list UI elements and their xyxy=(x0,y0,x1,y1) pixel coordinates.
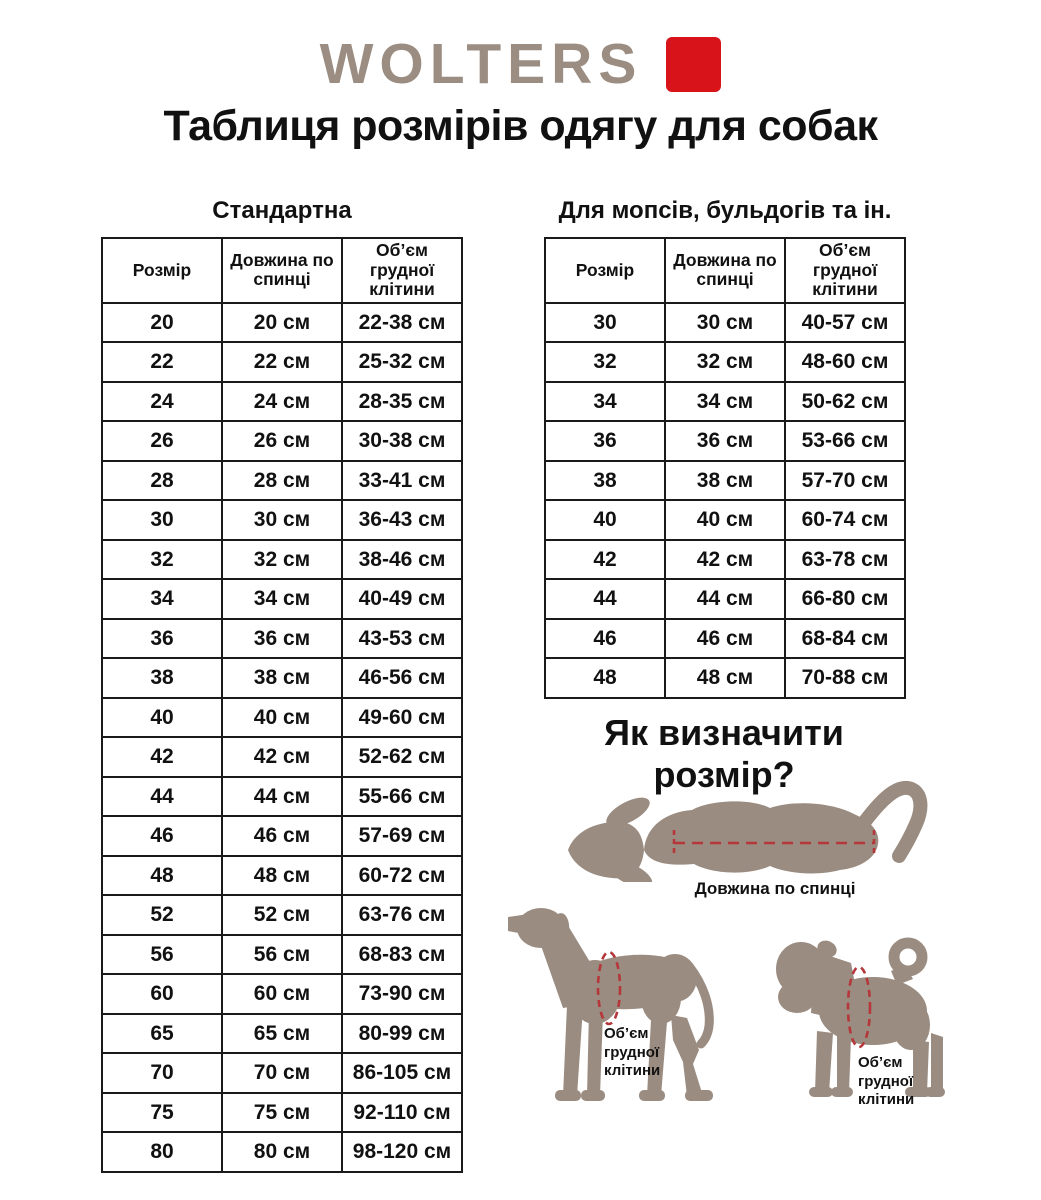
logo-red-square-icon xyxy=(666,37,721,92)
table-cell: 38 xyxy=(545,461,665,501)
dog-head-top-icon xyxy=(568,822,644,879)
table-cell: 34 xyxy=(102,579,222,619)
table-cell: 80 xyxy=(102,1132,222,1172)
table-cell: 42 xyxy=(102,737,222,777)
table-cell: 22 xyxy=(102,342,222,382)
dog-paw-icon xyxy=(555,1090,581,1101)
table-cell: 63-78 см xyxy=(785,540,905,580)
table-cell: 36 см xyxy=(222,619,342,659)
table-cell: 30 xyxy=(545,303,665,343)
logo xyxy=(0,32,1041,96)
table-cell: 66-80 см xyxy=(785,579,905,619)
table-row xyxy=(102,1014,462,1054)
table-cell: 53-66 см xyxy=(785,421,905,461)
table-cell: 30-38 см xyxy=(342,421,462,461)
dog-paw-icon xyxy=(809,1087,833,1097)
table-cell: 30 см xyxy=(665,303,785,343)
chest-volume-label xyxy=(858,1054,914,1110)
table-row xyxy=(102,1093,462,1133)
table-cell: 24 xyxy=(102,382,222,422)
table-cell: 25-32 см xyxy=(342,342,462,382)
table-row xyxy=(545,658,905,698)
table-cell: 42 xyxy=(545,540,665,580)
dog-hind-leg-icon xyxy=(913,1040,929,1093)
table-cell: 36 см xyxy=(665,421,785,461)
table-cell: 73-90 см xyxy=(342,974,462,1014)
page-title: Таблиця розмірів одягу для собак xyxy=(163,102,878,150)
table-cell: 68-83 см xyxy=(342,935,462,975)
dog-front-leg-icon xyxy=(587,1010,603,1096)
header-row xyxy=(545,238,905,303)
column-header: Об’єм грудної клітини xyxy=(785,238,905,303)
table-cell: 26 xyxy=(102,421,222,461)
column-header: Довжина по спинці xyxy=(665,238,785,303)
table-row xyxy=(545,382,905,422)
table-cell: 44 см xyxy=(665,579,785,619)
table-cell: 50-62 см xyxy=(785,382,905,422)
table-row xyxy=(102,579,462,619)
table-cell: 52 xyxy=(102,895,222,935)
table-cell: 46 xyxy=(102,816,222,856)
table-cell: 52 см xyxy=(222,895,342,935)
table-cell: 57-69 см xyxy=(342,816,462,856)
table-cell: 48 xyxy=(545,658,665,698)
chest-volume-label xyxy=(604,1025,660,1081)
dog-top-view-illustration xyxy=(560,762,932,882)
column-header: Довжина по спинці xyxy=(222,238,342,303)
column-header: Об’єм грудної клітини xyxy=(342,238,462,303)
table-row xyxy=(102,816,462,856)
table-row xyxy=(545,342,905,382)
table-cell: 38 см xyxy=(665,461,785,501)
table-row xyxy=(102,1132,462,1172)
table-row xyxy=(102,540,462,580)
table-cell: 34 см xyxy=(665,382,785,422)
table-cell: 34 см xyxy=(222,579,342,619)
table-cell: 32 см xyxy=(665,342,785,382)
dog-paw-icon xyxy=(639,1090,665,1101)
table-cell: 22 см xyxy=(222,342,342,382)
table-cell: 32 xyxy=(102,540,222,580)
table-cell: 65 см xyxy=(222,1014,342,1054)
table-cell: 24 см xyxy=(222,382,342,422)
table-cell: 44 см xyxy=(222,777,342,817)
table-cell: 63-76 см xyxy=(342,895,462,935)
table-row xyxy=(102,461,462,501)
standard-size-table xyxy=(101,237,463,1173)
table-cell: 20 см xyxy=(222,303,342,343)
table-cell: 38 см xyxy=(222,658,342,698)
table-row xyxy=(102,658,462,698)
table-cell: 98-120 см xyxy=(342,1132,462,1172)
chest-label-line: грудної xyxy=(604,1043,660,1061)
table-cell: 44 xyxy=(545,579,665,619)
chest-label-line: грудної xyxy=(858,1072,914,1090)
dog-front-leg-icon xyxy=(837,1035,851,1093)
table-cell: 60-74 см xyxy=(785,500,905,540)
table-row xyxy=(102,777,462,817)
table-cell: 40 см xyxy=(665,500,785,540)
table-cell: 46 xyxy=(545,619,665,659)
dog-paw-icon xyxy=(685,1090,713,1101)
dog-front-leg-icon xyxy=(815,1031,833,1093)
pugs-table-title: Для мопсів, бульдогів та ін. xyxy=(558,197,892,224)
table-cell: 46-56 см xyxy=(342,658,462,698)
table-cell: 86-105 см xyxy=(342,1053,462,1093)
table-row xyxy=(102,974,462,1014)
table-cell: 22-38 см xyxy=(342,303,462,343)
table-row xyxy=(102,856,462,896)
table-cell: 92-110 см xyxy=(342,1093,462,1133)
table-cell: 40 xyxy=(545,500,665,540)
table-cell: 56 см xyxy=(222,935,342,975)
table-row xyxy=(102,935,462,975)
table-row xyxy=(545,421,905,461)
dog-curled-tail-icon xyxy=(894,943,922,971)
table-cell: 30 см xyxy=(222,500,342,540)
table-cell: 46 см xyxy=(665,619,785,659)
table-cell: 55-66 см xyxy=(342,777,462,817)
table-cell: 56 xyxy=(102,935,222,975)
dog-paw-icon xyxy=(581,1090,605,1101)
table-cell: 28 xyxy=(102,461,222,501)
table-row xyxy=(545,619,905,659)
table-row xyxy=(102,895,462,935)
table-cell: 46 см xyxy=(222,816,342,856)
dog-jowl-icon xyxy=(778,981,816,1013)
table-cell: 40-57 см xyxy=(785,303,905,343)
table-cell: 57-70 см xyxy=(785,461,905,501)
table-cell: 65 xyxy=(102,1014,222,1054)
table-cell: 52-62 см xyxy=(342,737,462,777)
dog-hind-leg-icon xyxy=(671,1015,703,1096)
table-cell: 60-72 см xyxy=(342,856,462,896)
chest-label-line: Об’єм xyxy=(858,1054,903,1071)
table-cell: 48-60 см xyxy=(785,342,905,382)
table-cell: 80 см xyxy=(222,1132,342,1172)
table-row xyxy=(545,303,905,343)
table-cell: 80-99 см xyxy=(342,1014,462,1054)
table-cell: 70-88 см xyxy=(785,658,905,698)
chest-label-line: клітини xyxy=(858,1091,915,1108)
table-cell: 48 xyxy=(102,856,222,896)
table-row xyxy=(102,698,462,738)
back-length-label: Довжина по спинці xyxy=(694,879,856,898)
table-cell: 75 см xyxy=(222,1093,342,1133)
table-cell: 28 см xyxy=(222,461,342,501)
table-cell: 42 см xyxy=(222,737,342,777)
table-row xyxy=(102,737,462,777)
table-cell: 33-41 см xyxy=(342,461,462,501)
table-cell: 60 xyxy=(102,974,222,1014)
table-row xyxy=(102,303,462,343)
table-cell: 34 xyxy=(545,382,665,422)
table-cell: 48 см xyxy=(222,856,342,896)
column-header: Розмір xyxy=(102,238,222,303)
pugs-size-table xyxy=(544,237,906,699)
table-cell: 40-49 см xyxy=(342,579,462,619)
table-cell: 70 см xyxy=(222,1053,342,1093)
table-cell: 38-46 см xyxy=(342,540,462,580)
table-cell: 49-60 см xyxy=(342,698,462,738)
logo-wordmark: WOLTERS xyxy=(319,32,643,96)
table-cell: 28-35 см xyxy=(342,382,462,422)
table-cell: 42 см xyxy=(665,540,785,580)
standard-table-title: Стандартна xyxy=(212,197,352,224)
table-cell: 20 xyxy=(102,303,222,343)
table-cell: 40 см xyxy=(222,698,342,738)
table-cell: 26 см xyxy=(222,421,342,461)
table-row xyxy=(102,382,462,422)
table-row xyxy=(545,500,905,540)
dog-hind-leg-icon xyxy=(931,1033,943,1093)
table-row xyxy=(102,421,462,461)
dog-front-leg-icon xyxy=(563,1005,583,1096)
table-cell: 36 xyxy=(102,619,222,659)
howto-title: Як визначити розмір? xyxy=(604,712,844,795)
table-cell: 36 xyxy=(545,421,665,461)
table-cell: 32 см xyxy=(222,540,342,580)
table-cell: 38 xyxy=(102,658,222,698)
table-cell: 43-53 см xyxy=(342,619,462,659)
table-cell: 60 см xyxy=(222,974,342,1014)
table-cell: 48 см xyxy=(665,658,785,698)
table-cell: 70 xyxy=(102,1053,222,1093)
table-row xyxy=(545,461,905,501)
chest-label-line: клітини xyxy=(604,1062,661,1079)
dog-paw-icon xyxy=(831,1087,853,1097)
table-cell: 36-43 см xyxy=(342,500,462,540)
table-cell: 44 xyxy=(102,777,222,817)
table-cell: 68-84 см xyxy=(785,619,905,659)
header-row xyxy=(102,238,462,303)
table-row xyxy=(102,1053,462,1093)
table-cell: 40 xyxy=(102,698,222,738)
dog-body-top-icon xyxy=(644,801,878,873)
table-cell: 30 xyxy=(102,500,222,540)
dog-paw-icon xyxy=(925,1087,945,1097)
table-cell: 75 xyxy=(102,1093,222,1133)
table-row xyxy=(102,619,462,659)
table-row xyxy=(102,500,462,540)
chest-label-line: Об’єм xyxy=(604,1025,649,1042)
column-header: Розмір xyxy=(545,238,665,303)
table-cell: 32 xyxy=(545,342,665,382)
table-row xyxy=(102,342,462,382)
table-row xyxy=(545,579,905,619)
table-row xyxy=(545,540,905,580)
